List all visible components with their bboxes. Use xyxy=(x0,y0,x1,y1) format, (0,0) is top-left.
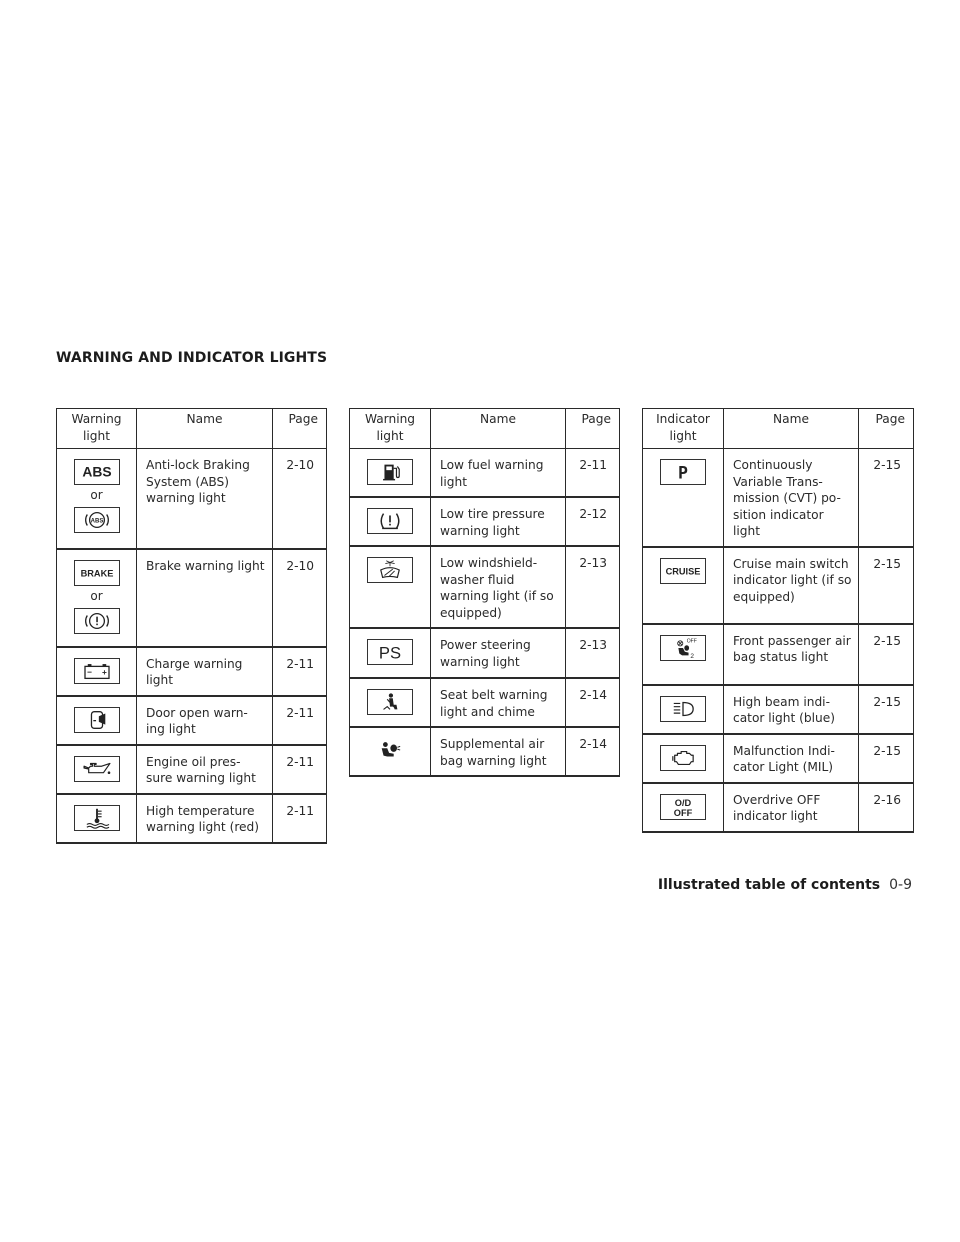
svg-text:CRUISE: CRUISE xyxy=(665,566,701,577)
page-ref: 2-15 xyxy=(859,685,914,734)
svg-text:OFF: OFF xyxy=(686,637,697,644)
icon-cell xyxy=(57,449,137,549)
svg-text:+: + xyxy=(101,666,107,677)
warning-lights-table-2 xyxy=(349,408,620,777)
icon-cell xyxy=(643,547,724,624)
icon-cell xyxy=(350,678,431,727)
page-ref: 2-13 xyxy=(566,546,620,628)
page-ref: 2-10 xyxy=(273,449,327,549)
footer-section-title: Illustrated table of contents xyxy=(657,877,881,893)
table-row xyxy=(350,449,620,498)
light-name: Anti-lock Braking System (ABS) warning light xyxy=(137,449,273,549)
table-row xyxy=(643,449,914,547)
brake-text-icon xyxy=(74,560,120,586)
icon-cell xyxy=(57,745,137,794)
abs-circle-icon xyxy=(74,507,120,533)
column-header-name: Name xyxy=(724,409,859,449)
indicator-lights-table xyxy=(642,408,914,833)
page-ref: 2-15 xyxy=(859,734,914,783)
table-row xyxy=(643,624,914,685)
icon-cell xyxy=(350,727,431,776)
table-row xyxy=(643,685,914,734)
light-name: Continuously Variable Trans- mission (CVT) po- sition indicator light xyxy=(724,449,859,547)
light-name: Supplemental air bag warning light xyxy=(431,727,566,776)
page-ref: 2-13 xyxy=(566,628,620,678)
icon-cell xyxy=(350,497,431,546)
column-header-page: Page xyxy=(273,409,327,449)
page-ref: 2-11 xyxy=(566,449,620,498)
page-ref: 2-16 xyxy=(859,783,914,832)
light-name: Malfunction Indi- cator Light (MIL) xyxy=(724,734,859,783)
light-name: Low fuel warning light xyxy=(431,449,566,498)
light-name: Low tire pressure warning light xyxy=(431,497,566,546)
column-header-page: Page xyxy=(566,409,620,449)
column-header-warning-light: Warning light xyxy=(57,409,137,449)
column-header-name: Name xyxy=(431,409,566,449)
table-row xyxy=(57,794,327,843)
icon-cell xyxy=(57,794,137,843)
icon-cell xyxy=(57,549,137,647)
battery-icon xyxy=(74,658,120,684)
light-name: High beam indi- cator light (blue) xyxy=(724,685,859,734)
svg-text:2: 2 xyxy=(690,652,694,660)
svg-text:ABS: ABS xyxy=(81,463,112,480)
light-name: Door open warn- ing light xyxy=(137,696,273,745)
svg-text:P: P xyxy=(678,463,688,483)
high-beam-icon xyxy=(660,696,706,722)
icon-cell xyxy=(350,628,431,678)
icon-cell xyxy=(643,624,724,685)
power-steering-icon xyxy=(367,639,413,665)
section-title: WARNING AND INDICATOR LIGHTS xyxy=(56,350,328,366)
table-row xyxy=(57,745,327,794)
overdrive-off-icon xyxy=(660,794,706,820)
cruise-icon xyxy=(660,558,706,584)
airbag-icon xyxy=(367,738,413,764)
icon-cell xyxy=(350,449,431,498)
check-engine-icon xyxy=(660,745,706,771)
icon-cell xyxy=(350,546,431,628)
page-ref: 2-11 xyxy=(273,647,327,696)
icon-cell xyxy=(57,696,137,745)
svg-text:OFF: OFF xyxy=(673,807,693,818)
table-row xyxy=(57,696,327,745)
svg-text:O/D: O/D xyxy=(674,797,692,808)
page-ref: 2-11 xyxy=(273,745,327,794)
page-ref: 2-15 xyxy=(859,449,914,547)
light-name: Overdrive OFF indicator light xyxy=(724,783,859,832)
icon-cell xyxy=(57,647,137,696)
table-row xyxy=(643,547,914,624)
svg-text:ABS: ABS xyxy=(90,518,103,525)
svg-text:PS: PS xyxy=(378,643,402,663)
column-header-warning-light: Warning light xyxy=(350,409,431,449)
light-name: Seat belt warning light and chime xyxy=(431,678,566,727)
table-row xyxy=(350,628,620,678)
fuel-pump-icon xyxy=(367,459,413,485)
warning-lights-table-1 xyxy=(56,408,327,844)
light-name: Low windshield- washer fluid warning light (if so equipped) xyxy=(431,546,566,628)
table-row xyxy=(350,546,620,628)
icon-cell xyxy=(643,734,724,783)
page-ref: 2-10 xyxy=(273,549,327,647)
oil-can-icon xyxy=(74,756,120,782)
page-ref: 2-11 xyxy=(273,696,327,745)
light-name: Front passenger air bag status light xyxy=(724,624,859,685)
seat-belt-icon xyxy=(367,689,413,715)
page-ref: 2-15 xyxy=(859,547,914,624)
page-ref: 2-11 xyxy=(273,794,327,843)
column-header-name: Name xyxy=(137,409,273,449)
or-label: or xyxy=(90,488,103,502)
icon-cell xyxy=(643,449,724,547)
icon-cell xyxy=(643,783,724,832)
abs-text-icon xyxy=(74,459,120,485)
washer-fluid-icon xyxy=(367,557,413,583)
table-row xyxy=(350,727,620,776)
table-row xyxy=(350,497,620,546)
tire-pressure-icon xyxy=(367,508,413,534)
column-header-indicator-light: Indicator light xyxy=(643,409,724,449)
or-label: or xyxy=(90,588,103,603)
light-name: High temperature warning light (red) xyxy=(137,794,273,843)
coolant-temperature-icon xyxy=(74,805,120,831)
page-footer xyxy=(658,876,912,894)
svg-text:−: − xyxy=(86,666,92,677)
door-open-icon xyxy=(74,707,120,733)
passenger-airbag-off-icon xyxy=(660,635,706,661)
svg-text:BRAKE: BRAKE xyxy=(80,568,113,579)
table-row xyxy=(643,783,914,832)
light-name: Cruise main switch indicator light (if so equipped) xyxy=(724,547,859,624)
page-ref: 2-14 xyxy=(566,678,620,727)
table-row xyxy=(57,549,327,647)
table-row xyxy=(57,449,327,549)
table-row xyxy=(57,647,327,696)
icon-cell xyxy=(643,685,724,734)
cvt-position-icon xyxy=(660,459,706,485)
column-header-page: Page xyxy=(859,409,914,449)
light-name: Power steering warning light xyxy=(431,628,566,678)
light-name: Brake warning light xyxy=(137,549,273,647)
page-ref: 2-15 xyxy=(859,624,914,685)
page-ref: 2-14 xyxy=(566,727,620,776)
light-name: Charge warning light xyxy=(137,647,273,696)
table-row xyxy=(643,734,914,783)
page-ref: 2-12 xyxy=(566,497,620,546)
brake-circle-icon xyxy=(74,608,120,634)
light-name: Engine oil pres- sure warning light xyxy=(137,745,273,794)
table-row xyxy=(350,678,620,727)
page-number: 0-9 xyxy=(889,877,912,893)
